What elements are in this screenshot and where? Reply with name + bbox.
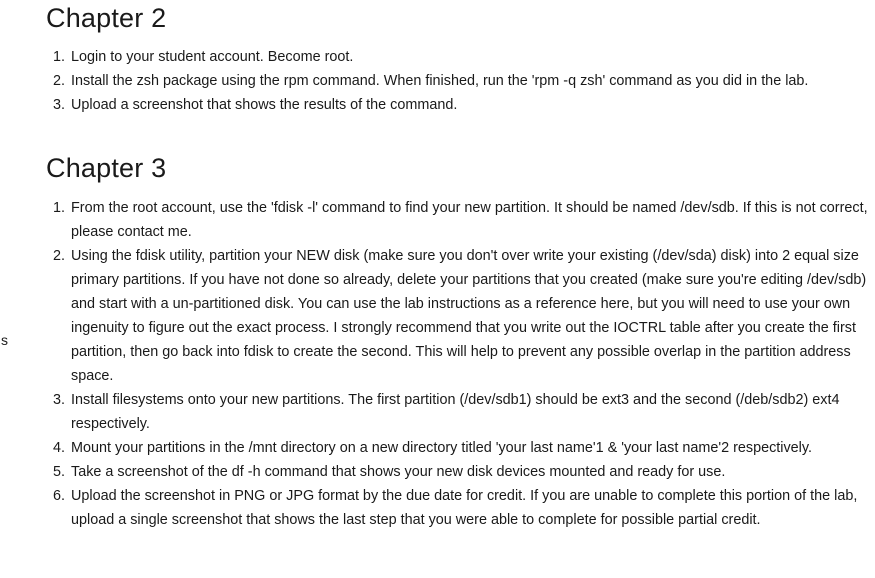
- step-number: 5.: [53, 464, 66, 480]
- step-number: 2.: [53, 248, 66, 264]
- step-text: Take a screenshot of the df -h command that shows your new disk devices mounted and ready for use.: [71, 464, 726, 480]
- step-text: Install filesystems onto your new partitions. The first partition (/dev/sdb1) should be ext3 and the second (/deb/sdb2) ext4 respectively.: [71, 392, 840, 432]
- step-number: 3.: [53, 97, 66, 113]
- step-text: Using the fdisk utility, partition your NEW disk (make sure you don't over write your existing (/dev/sda) disk) into 2 equal size primary partitions. If you have not done so already, delete your partitions that you created (make sure you're editing /dev/sdb) and start with a un-partitioned disk. You can use the lab instructions as a reference here, but you will need to use your own ingenuity to figure out the exact process. I strongly recommend that you write out the IOCTRL table after you create the first partition, then go back into fdisk to create the second. This will help to prevent any possible overlap in the partition address space.: [71, 248, 867, 384]
- chapter-3-step-6: [0, 484, 875, 532]
- chapter-3-step-5: [0, 460, 875, 484]
- edge-text-fragment: s: [1, 332, 8, 348]
- step-number: 2.: [53, 73, 66, 89]
- step-number: 3.: [53, 392, 66, 408]
- chapter-3-step-1: [0, 196, 875, 244]
- step-number: 1.: [53, 200, 66, 216]
- step-text: Upload the screenshot in PNG or JPG format by the due date for credit. If you are unable to complete this portion of the lab, upload a single screenshot that shows the last step that you were able to complete for possible partial credit.: [71, 488, 858, 528]
- step-number: 1.: [53, 49, 66, 65]
- chapter-3-step-3: [0, 388, 875, 436]
- step-text: Upload a screenshot that shows the results of the command.: [71, 97, 458, 113]
- chapter-2-step-2: [0, 69, 875, 93]
- chapter-3-steps: [0, 196, 875, 532]
- step-text: From the root account, use the 'fdisk -l' command to find your new partition. It should be named /dev/sdb. If this is not correct, please contact me.: [71, 200, 868, 240]
- step-text: Install the zsh package using the rpm command. When finished, run the 'rpm -q zsh' command as you did in the lab.: [71, 73, 809, 89]
- chapter-3-step-2: [0, 244, 875, 388]
- chapter-2-step-1: [0, 45, 875, 69]
- chapter-3-heading: Chapter 3: [46, 153, 167, 183]
- chapter-2-heading: Chapter 2: [46, 3, 167, 33]
- step-text: Login to your student account. Become root.: [71, 49, 354, 65]
- chapter-3-step-4: [0, 436, 875, 460]
- chapter-2-steps: [0, 45, 875, 117]
- step-text: Mount your partitions in the /mnt directory on a new directory titled 'your last name'1 & 'your last name'2 respectively.: [71, 440, 812, 456]
- chapter-2-step-3: [0, 93, 875, 117]
- step-number: 4.: [53, 440, 66, 456]
- step-number: 6.: [53, 488, 66, 504]
